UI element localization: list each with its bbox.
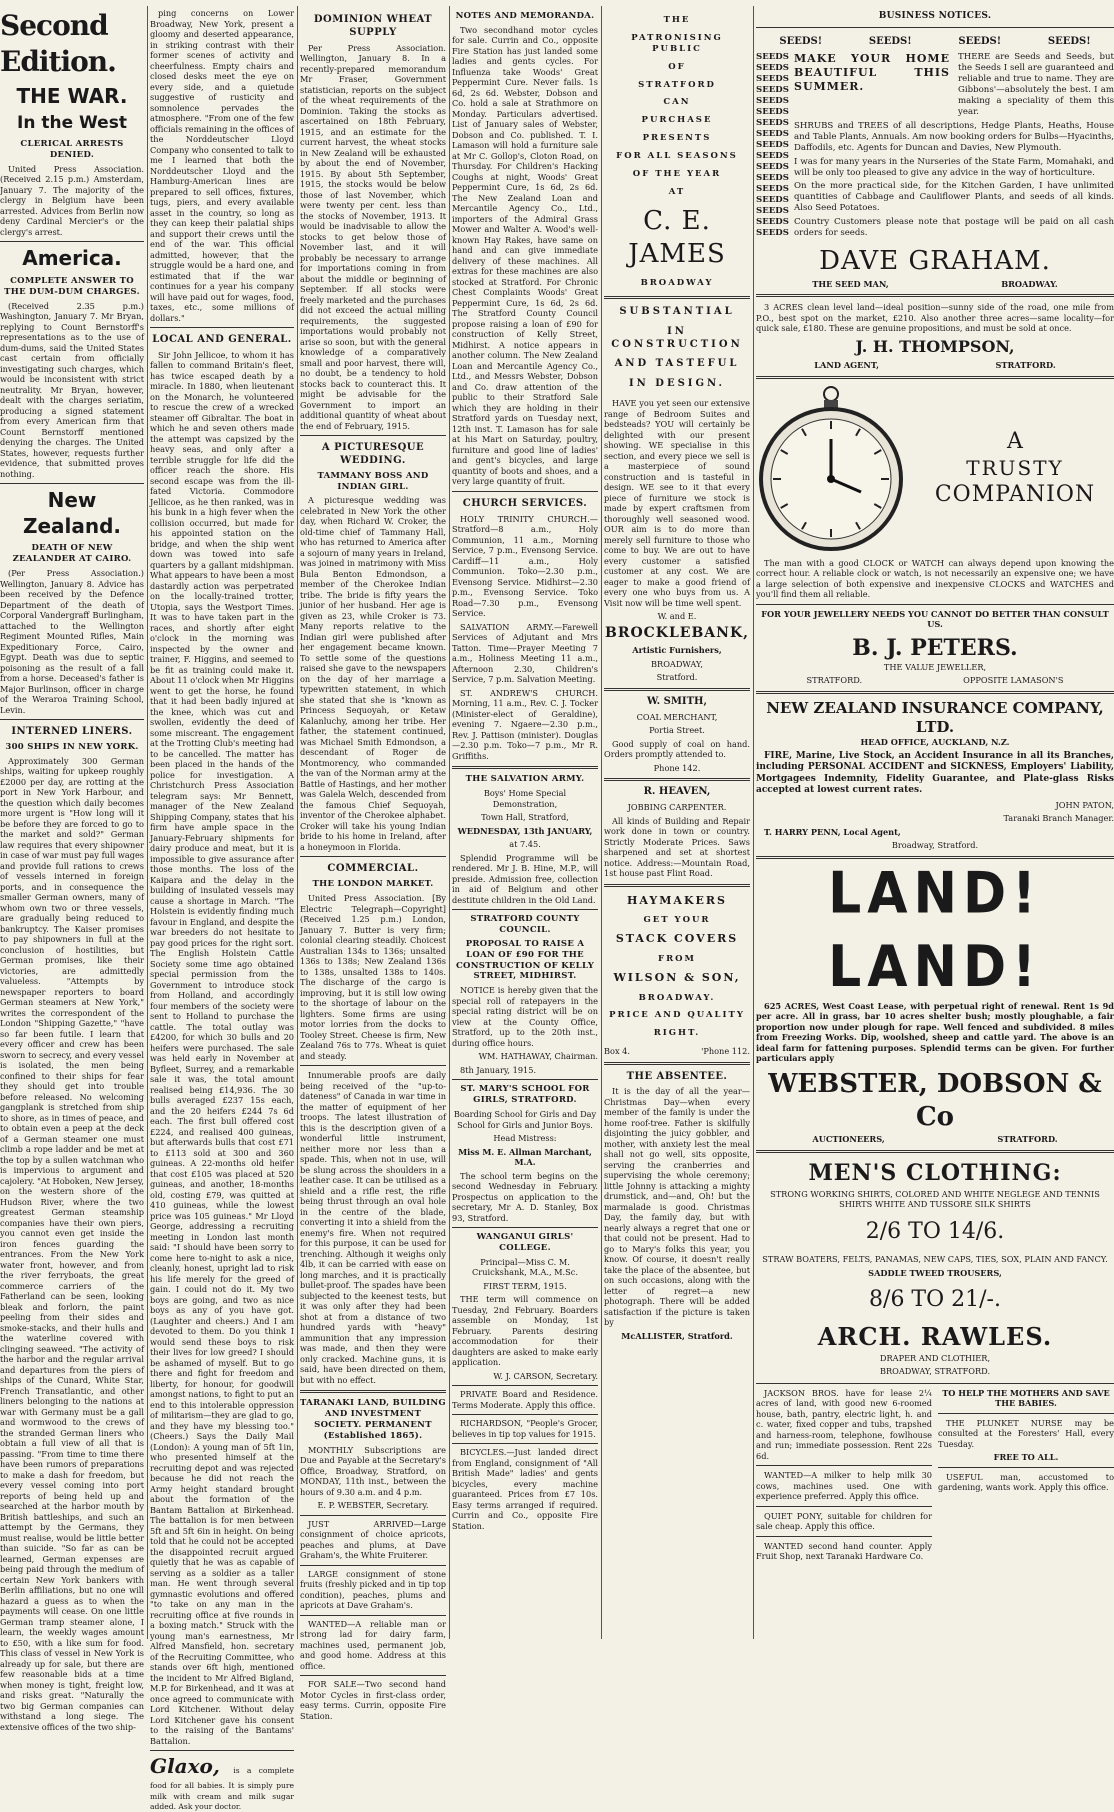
arch-trade: DRAPER AND CLOTHIER, xyxy=(879,1352,991,1363)
nz-subheadline: DEATH OF NEW ZEALANDER AT CAIRO. xyxy=(12,543,132,565)
peters-tag: FOR YOUR JEWELLERY NEEDS YOU CANNOT DO BETTER THAN CONSULT US. xyxy=(761,608,1109,630)
wedding-body: A picturesque wedding was celebrated in New York the other day, when Richard W. Croker, the old-time chief of Tammany Hall, who has returned to America after a sojourn of many years in Ireland, was joined in matrimony with Miss Bula Benton Edmondson, a member of the Cherokee Indian tribe. The bride is fifty years the junior of her husband. Her age is given as 23, while Croker is 73. Many reports relative to the Indian girl were published after her engagement became known. To settle some of the questions raised she gave to the newspapers on the day of her marriage a typewritten statement, in which she stated that she is "known as Princess Sequoyah, or Ketaw Kalanluchy, among her tribe. Her father, the statement continued, was Michael Smith Edmondson, a descendant of Roger de Montmorency, who commanded the van of the Norman army at the Battle of Hastings, and her mother was Galela Welch, descended from the famous Chief Sequoyah, inventor of the Cherokee alphabet. Croker will take his young Indian bride to his home in Ireland, after a honeymoon in Florida. xyxy=(300,495,446,852)
james-ad-line: AT xyxy=(668,186,686,197)
glaxo-text: is a complete food for all babies. It is simply pure milk with cream and milk sugar added. Ask your doctor. xyxy=(150,1766,294,1812)
nzi-name: NEW ZEALAND INSURANCE COMPANY, LTD. xyxy=(766,698,1104,736)
seeds-text: THERE are Seeds and Seeds, but the Seeds I sell are guaranteed and reliable and true to name. They are Gibbons'—absolutely the best. I am making a speciality of them this year. xyxy=(958,52,1114,118)
seeds-word: SEEDS xyxy=(756,162,789,173)
arch-name: ARCH. RAWLES. xyxy=(817,1322,1053,1352)
stmary-body2: The school term begins on the second Wednesday in February. Prospectus on application to the secretary, Mr A. D. Stanley, Box 93, Stratford. xyxy=(452,1170,598,1223)
james-ad-line: OF THE YEAR xyxy=(632,168,722,179)
classified-ad: BICYCLES.—Just landed direct from England, consignment of "All British Made" ladies' and gents bicycles, every machine guaranteed. Prices from £7 10s. Easy terms arranged if required. Currin and Co., opposite Fire Station. xyxy=(452,1447,598,1531)
wdc-name: WEBSTER, DOBSON & Co xyxy=(768,1068,1102,1132)
seeds-word: SEEDS xyxy=(756,107,789,118)
smith-addr: Portia Street. xyxy=(649,725,705,736)
james-name: C. E. JAMES xyxy=(628,205,726,269)
seeds-word: SEEDS xyxy=(756,85,789,96)
edition-title: Second Edition. xyxy=(0,9,116,78)
bk-headline: IN DESIGN. xyxy=(628,378,725,390)
seeds-slogan: MAKE YOUR HOME BEAUTIFUL THIS SUMMER. xyxy=(794,52,950,94)
mens-headline: MEN'S CLOTHING: xyxy=(808,1159,1062,1186)
column-4 xyxy=(452,8,598,1639)
dave-name: DAVE GRAHAM. xyxy=(819,246,1051,277)
thompson-name: J. H. THOMPSON, xyxy=(855,336,1015,356)
watch-body: The man with a good CLOCK or WATCH can always depend upon knowing the correct hour. A reliable clock or watch, is not necessarily an expensive one; we have a large selection of both expensive and inexpensive CLOCKS and WATCHES and you'll find them all reliable. xyxy=(756,557,1114,600)
seeds-word: SEEDS xyxy=(756,129,789,140)
smith-name: W. SMITH, xyxy=(647,695,707,707)
seeds-word: SEEDS xyxy=(756,140,789,151)
dave-trade: THE SEED MAN, xyxy=(812,278,889,289)
seeds-heading: SEEDS! xyxy=(868,35,912,47)
peters-town: STRATFORD. xyxy=(806,675,863,686)
seeds-word: SEEDS xyxy=(756,184,789,195)
liners-subheadline: 300 SHIPS IN NEW YORK. xyxy=(5,741,139,752)
classified-ad: QUIET PONY, suitable for children for sale cheap. Apply this office. xyxy=(756,1510,932,1532)
seeds-text: SHRUBS and TREES of all descriptions, Hedge Plants, Heaths, House and Table Plants, Annuals. Am now booking orders for Bulbs—Hyacinths, Daffodils, etc. Agents for Duncan and Davies, New Plymouth. xyxy=(794,120,1114,153)
seeds-word: SEEDS xyxy=(756,74,789,85)
nz-headline: New Zealand. xyxy=(22,488,122,538)
clerical-body: United Press Association. (Received 2.15 p.m.) Amsterdam, January 7. The majority of the clergy in Belgium have been arrested. Advices from Berlin now deny Cardinal Mercier's or the clergy's arrest. xyxy=(0,163,144,237)
loan-body: NOTICE is hereby given that the special roll of ratepayers in the special rating district will be on view at the County Office, Stratford, up to the 20th inst., during office hours. xyxy=(452,985,598,1048)
council-headline: STRATFORD COUNTY COUNCIL. xyxy=(470,914,580,935)
peters-trade: THE VALUE JEWELLER, xyxy=(883,661,987,672)
seeds-word: SEEDS xyxy=(756,217,789,228)
james-broadway: BROADWAY xyxy=(640,278,714,289)
seeds-list xyxy=(756,52,790,239)
classified-ad: WANTED second hand counter. Apply Fruit Shop, next Taranaki Hardware Co. xyxy=(756,1540,932,1562)
seeds-text: Country Customers please note that postage will be paid on all cash orders for seeds. xyxy=(794,216,1114,238)
sa-date: WEDNESDAY, 13th JANUARY, xyxy=(457,825,593,836)
thompson-trade: LAND AGENT, xyxy=(814,360,879,371)
classified-ad: LARGE consignment of stone fruits (freshly picked and in tip top condition), peaches, plums and apricots at Dave Graham's. xyxy=(300,1568,446,1611)
mothers-headline: TO HELP THE MOTHERS AND SAVE THE BABIES. xyxy=(942,1387,1110,1409)
wanganui-headline: WANGANUI GIRLS' COLLEGE. xyxy=(476,1232,574,1253)
dave-addr: BROADWAY. xyxy=(1001,278,1058,289)
hay-line: PRICE AND QUALITY xyxy=(609,1010,745,1021)
column-2 xyxy=(150,8,294,1812)
seeds-word: SEEDS xyxy=(756,63,789,74)
bk-headline: AND TASTEFUL xyxy=(614,358,740,370)
classified-ad: FOR SALE—Two second hand Motor Cycles in first-class order, easy terms. Currin, opposite Fire Station. xyxy=(300,1679,446,1721)
america-headline: America. xyxy=(22,246,122,271)
absentee-body: It is the day of all the year—Christmas Day—when every member of the family is under the home roof-tree. Father is skilfully disjointing the juicy gobbler, and mother, with anxiety lest the meal shall not go well, sits opposite, serving the cranberries and supervising the whole ceremony; little Johnny is attacking a mighty drumstick, and—and, Oh! but the marmalade is good. Christmas Day, the family day, but with nearly always a regret that one or that could not be present. Had to go to Mary's folks this year, you know. Of course, it doesn't really take the place of the absentee, but on such occasions, along with the letter of regret—a new photograph. There will be added satisfaction if the picture is taken by xyxy=(604,1086,750,1328)
taranaki-sign: E. P. WEBSTER, Secretary. xyxy=(317,1500,429,1511)
thompson-body: 3 ACRES clean level land—ideal position—sunny side of the road, one mile from P.O., best spot on the market, £210. Also another three acres—same locality—for quick sale, £180. These are genuine propositions, and must be sold at once. xyxy=(756,302,1114,334)
stmary-mistress-label: Head Mistress: xyxy=(493,1133,557,1144)
james-ad-line: FOR ALL SEASONS xyxy=(616,151,738,161)
smith-phone: Phone 142. xyxy=(653,762,701,773)
classified-ad: RICHARDSON, "People's Grocer, believes in tip top values for 1915. xyxy=(452,1418,598,1439)
sa-headline: THE SALVATION ARMY. xyxy=(465,774,585,785)
wedding-headline: A PICTURESQUE WEDDING. xyxy=(321,442,425,466)
notes-headline: NOTES AND MEMORANDA. xyxy=(455,11,595,21)
taranaki-body: MONTHLY Subscriptions are Due and Payable at the Secretary's Office, Broadway, Stratford, on MONDAY, 11th inst., between the hours of 9.30 a.m. and 4 p.m. xyxy=(300,1444,446,1497)
column-rule xyxy=(601,6,602,1639)
free-text: FREE TO ALL. xyxy=(993,1452,1059,1463)
sa-sub: Boys' Home Special Demonstration, xyxy=(483,788,567,809)
nzi-body: FIRE, Marine, Live Stock, an Accident Insurance in all its Branches, including PERSONAL ACCIDENT and SICKNESS, Employers' Liability, Mortgagees Indemnity, Fidelity Guarantee, and Plate-glass Risks accepted at lowest current rates. xyxy=(756,750,1114,796)
james-ad-line: PURCHASE xyxy=(641,115,713,126)
sa-body: Splendid Programme will be rendered. Mr J. B. Hine, M.P., will preside. Admission free, collection in aid of Belgium and other destitute children in the Old Land. xyxy=(452,852,598,905)
church-headline: CHURCH SERVICES. xyxy=(462,497,588,509)
seeds-word: SEEDS xyxy=(756,118,789,129)
column-rule xyxy=(753,6,754,1639)
peters-opp: OPPOSITE LAMASON'S xyxy=(963,675,1064,686)
taranaki-headline: TARANAKI LAND, BUILDING AND INVESTMENT SOCIETY. PERMANENT (Established 1865). xyxy=(300,1398,446,1441)
wedding-subheadline: TAMMANY BOSS AND INDIAN GIRL. xyxy=(317,470,429,492)
seeds-word: SEEDS xyxy=(756,173,789,184)
james-ad-line: PATRONISING PUBLIC xyxy=(631,32,723,54)
absentee-sign: McALLISTER, Stratford. xyxy=(621,1330,733,1341)
bk-trade: Artistic Furnishers, xyxy=(632,645,722,656)
james-ad-line: OF xyxy=(668,61,686,72)
seeds-word: SEEDS xyxy=(756,228,789,239)
classified-ad: USEFUL man, accustomed to gardening, wants work. Apply this office. xyxy=(938,1471,1114,1493)
market-headline: THE LONDON MARKET. xyxy=(312,879,434,890)
glaxo-logo: Glaxo, xyxy=(150,1754,220,1779)
sa-time: at 7.45. xyxy=(509,839,541,850)
arch-addr: BROADWAY, STRATFORD. xyxy=(879,1366,991,1377)
wdc-town: STRATFORD. xyxy=(997,1134,1058,1145)
market-body: United Press Association. [By Electric Telegraph—Copyright] (Received 1.25 p.m.) London, January 7. Butter is very firm; colonial clearing steadily. Choicest Australian 134s to 136s; unsalted 136s to 138s; New Zealand 136s to 138s, unsalted 138s to 140s. The discharge of the cargo is improving, but it is still low owing to the shortage of labour on the lighters. Some firms are using motor lorries from the docks to Tooley Street. Cheese is firm, New Zealand 76s to 77s. Wheat is quiet and steady. xyxy=(300,893,446,1061)
heaven-body: All kinds of Building and Repair work done in town or country. Strictly Moderate Prices. Saws sharpened and set at shortest notice. Address:—Mountain Road, 1st house past Flint Road. xyxy=(604,815,750,879)
column-rule xyxy=(297,6,298,1639)
wheat-body: Per Press Association. Wellington, January 8. In a recently-prepared memorandum Mr Fraser, Government statistician, reports on the subject of the wheat requirements of the Dominion. Taking the stocks as ascertained on 18th February, 1915, and an estimate for the current harvest, the wheat stocks in New Zealand will be exhausted by about the end of November, 1915. By about 5th September, 1915, the stocks would be below those of last November, which were twenty per cent. less than the stocks of November, 1913. It would be inadvisable to allow the stocks to get below those of November last, and it will probably be necessary to arrange for importations coming in from about the middle or beginning of September. If all stocks were freely marketed and the purchases did not exceed the actual milling requirements, the suggested importations would probably not arise so soon, but with the general knowledge of a comparatively small and poor harvest, there will, no doubt, be a tendency to hold stocks back to counteract this. It might be advisable for the Government to import an additional quantity of wheat about the end of February, 1915. xyxy=(300,42,446,431)
hay-line: WILSON & SON, xyxy=(613,971,741,985)
james-ad-line: PRESENTS xyxy=(642,133,712,144)
hay-line: GET YOUR xyxy=(643,914,711,925)
commercial-headline: COMMERCIAL. xyxy=(327,863,419,875)
stmary-body: Boarding School for Girls and Day School for Girls and Junior Boys. xyxy=(453,1109,597,1130)
wanganui-body: THE term will commence on Tuesday, 2nd February. Boarders assemble on Monday, 1st February. Parents desiring accommodation for their daughters are asked to make early application. xyxy=(452,1294,598,1368)
seeds-word: SEEDS xyxy=(756,52,789,63)
bk-addr: BROADWAY, xyxy=(651,658,703,669)
bk-town: Stratford. xyxy=(656,672,698,683)
wanganui-sign: W. J. CARSON, Secretary. xyxy=(493,1370,598,1381)
local-body: Sir John Jellicoe, to whom it has fallen to command Britain's fleet, has twice escaped death by a miracle. In 1880, when lieutenant on the Monarch, he volunteered to rescue the crew of a wrecked steamer off Gibraltar. The boat in which he and seven others made the attempt was capsized by the heavy seas, and only after a terrible struggle for life did the officer reach the shore. His second escape was from the ill-fated Victoria. Commodore Jellicoe, as he then ranked, was in his bunk in a high fever when the collision occurred, but made for his appointed station on the bridge, and when the ship went down was towed into safe quarters by a gallant midshipman. What appears to have been a most dastardly action was perpetrated on the locally-trained trotter, Utopia, says the Westport Times. It was to have taken part in the races, and shortly after eight o'clock in the morning was inspected by the owner and trainer, F. Higgins, and seemed to be fit as training could make it. About 11 o'clock when Mr Higgins went to get the horse, he found that it had been badly injured at the knee, which was cut and swollen, evidently the deed of some miscreant. The engagement at the Trotting Club's meeting had to be cancelled. The matter has been placed in the hands of the police for investigation. A Christchurch Press Association telegram says: Mr Bennett, manager of the New Zealand Shipping Company, states that his firm have ample space in the January-February shipments for dairy produce and meat, but it is impossible to give assurance after those months. The loss of the Kaipara and the delay in the building of insulated vessels may cause a shortage in March. "The Holstein is evidently finding much favour in England, and despite the war breeders do not hesitate to pay good prices for the right sort. The English Holstein Cattle Society some time ago obtained special permission from the Government to introduce stock from Holland, and accordingly four members of the society were sent to Holland to purchase the cattle. The total outlay was £4200, for which 30 bulls and 20 heifers were purchased. The sale was held early in November at Byfleet, Surrey, and a remarkable sale it was, the total amount realised being £14,936. The 30 bulls averaged £237 15s each, and the 20 heifers £244 7s 6d each. The first bull offered cost £224, and realised 400 guineas, but afterwards bulls that cost £71 to £113 sold at 300 and 360 guineas. A 22-months old heifer that cost £105 was placed at 520 guineas, and another, 18-months old, costing £79, was quitted at 410 guineas, while the lowest price was 105 guineas." Mr Lloyd George, addressing a recruiting meeting in London last month said: "I should have been sorry to come here to-night to ask a nice, cleanly, honest, upright lad to risk his life merely for the greed of gain. I could not do it. My two boys are going, and two as nice boys as any of you have got. (Laughter and cheers.) And I am devoted to them. Do you think I would send these boys to risk their lives for low greed? I should be ashamed of myself. But to go there and fight for freedom and liberty, for honour, for goodwill amongst nations, to fight to put an end to this intolerable oppression of militarism—they are glad to go, and they have my blessing too." (Cheers.) Says the Daily Mail (London): A young man of 5ft 1in, who presented himself at the recruiting depot and was rejected because he did not reach the Army height standard brought about the formation of the Bantam Battalion at Birkenhead. The battalion is for men between 5ft and 5ft 6in in height. On being told that he could not be accepted the disappointed recruit argued quietly that he was as capable of serving as a soldier as a taller man. He went through several gymnastic evolutions and offered "to take on any man in the recruiting office at five rounds in a boxing match." Struck with the young man's earnestness, Mr Alfred Mansfield, hon. secretary of the Recruiting Committee, who stands over 6ft high, mentioned the incident to Mr Alfred Bigland, M.P. for Birkenhead, and it was at once agreed to communicate with Lord Kitchener. Without delay Lord Kitchener gave his consent to the raising of the Bantams' Battalion. xyxy=(150,349,294,1746)
nzi-sign: Taranaki Branch Manager. xyxy=(1003,813,1114,824)
wheat-headline: DOMINION WHEAT SUPPLY xyxy=(313,14,433,38)
hay-line: FROM xyxy=(658,953,696,964)
hay-box: Box 4. xyxy=(604,1046,630,1057)
local-headline: LOCAL AND GENERAL. xyxy=(152,334,292,345)
classified-ad: JUST ARRIVED—Large consignment of choice apricots, peaches and plums, at Dave Graham's, the White Fruiterer. xyxy=(300,1518,446,1561)
classified-ad: WANTED—A reliable man or strong lad for dairy farm, machines used, permanent job, and good home. Address at this office. xyxy=(300,1618,446,1671)
hay-phone: 'Phone 112. xyxy=(701,1046,750,1057)
seeds-text: On the more practical side, for the Kitchen Garden, I have unlimited quantities of Cabbage and Cauliflower Plants, and seeds of all kinds. Also Seed Potatoes. xyxy=(794,181,1114,214)
column-3 xyxy=(300,8,446,1721)
james-ad-line: THE xyxy=(663,15,691,25)
seeds-heading: SEEDS! xyxy=(779,35,823,47)
bk-headline: SUBSTANTIAL xyxy=(619,306,735,318)
wanganui-term: FIRST TERM, 1915. xyxy=(483,1280,567,1291)
seeds-word: SEEDS xyxy=(756,96,789,107)
column-rule xyxy=(449,6,450,1639)
church-trinity: HOLY TRINITY CHURCH.—Stratford—8 a.m., Holy Communion, 11 a.m., Morning Service, 7 p.m., Evensong Service. Cardiff—11 a.m., Holy Communion. Toko—2.30 p.m., Evensong Service. Midhirst—2.30 p.m., Evensong Service. Toko Road—7.30 p.m., Evensong Service. xyxy=(452,513,598,619)
america-body: (Received 2.35 p.m.) Washington, January 7. Mr Bryan, replying to Count Bernstorff's representations as to the use of dum-dums, said the United States cast certain from officially investigating such charges, which would be inconsistent with strict neutrality. Mr Bryan, however, dealt with the charges seriatim, producing a signed statement from every American firm that Count Bernstorff mentioned denying the charges. The United States, however, requests further evidence, that submitted proves nothing. xyxy=(0,300,144,479)
hay-line: RIGHT. xyxy=(653,1028,701,1039)
trusty-a: A xyxy=(1007,428,1023,454)
seeds-word: SEEDS xyxy=(756,151,789,162)
nz-body: (Per Press Association.) Wellington, January 8. Advice has been received by the Defence Department of the death of Corporal Vandergraff Burlingham, attached to the Wellington Regiment Mounted Rifles, Main Expeditionary Force, Cairo, Egypt. Death was due to septic poisoning as the result of a fall from a horse. Deceased's father is Major Burlinson, officer in charge of the Weraroa Training School, Levin. xyxy=(0,568,144,715)
price-line: 8/6 TO 21/-. xyxy=(869,1287,1001,1313)
mens-trousers: SADDLE TWEED TROUSERS, xyxy=(868,1267,1002,1278)
bk-body: HAVE you yet seen our extensive range of Bedroom Suites and bedsteads? YOU will certainly be delighted with our present showing. WE specialise in this section, and every piece we sell is a masterpiece of sound construction and is tasteful in design. WE see to it that every piece of furniture we stock is made by expert craftsmen from thoroughly well seasoned wood. OUR aim is to do more than merely sell furniture to those who come to buy. We are out to have every customer a satisfied customer at any cost. We are eager to make a good friend of every one who buys from us. A Visit now will be time well spent. xyxy=(604,398,750,608)
pocket-watch-icon xyxy=(756,384,906,554)
classified-ad: PRIVATE Board and Residence. Terms Moderate. Apply this office. xyxy=(452,1389,598,1410)
bk-name: W. and E. xyxy=(657,611,697,622)
column-5 xyxy=(604,8,750,1639)
bk-name: BROCKLEBANK, xyxy=(604,624,750,641)
spade-body: Innumerable proofs are daily being received of the "up-to-dateness" of Canada in war time in the matter of equipment of her troops. The latest illustration of this is the description given of a wonderful little instrument, neither more nor less than a spade. This, when not in use, will be slung across the shoulders in a leather case. It can be utilised as a shield and a rifle rest, the rifle being thrust through an oval hole in the centre of the blade, converting it into a shield from the enemy's fire. When not required for this purpose, it can be used for trenching. Although it weighs only 4lb, it can be carried with ease on long marches, and it is practically bullet-proof. The spades have been subjected to the keenest tests, but it was only after they had been shot at from a distance of two hundred yards with "heavy" ammunition that any impression was made, and then they were only cracked. Machine guns, it is said, have been directed on them, but with no effect. xyxy=(300,1070,446,1385)
james-ad-line: CAN xyxy=(663,97,691,108)
thompson-town: STRATFORD. xyxy=(995,360,1056,371)
clerical-headline: CLERICAL ARRESTS DENIED. xyxy=(20,139,124,160)
nzi-agent: T. HARRY PENN, Local Agent, xyxy=(764,826,901,837)
loan-sign: WM. HATHAWAY, Chairman. xyxy=(478,1051,598,1062)
church-salvation: SALVATION ARMY.—Farewell Services of Adjutant and Mrs Tatton. Time—Prayer Meeting 7 a.m., Holiness Meeting 11 a.m., Afternoon 2.30, Children's Service, 7 p.m. Salvation Meeting. xyxy=(452,621,598,685)
sa-place: Town Hall, Stratford, xyxy=(481,812,569,823)
trusty-c: COMPANION xyxy=(934,482,1096,508)
notices-headline: BUSINESS NOTICES. xyxy=(878,11,992,21)
wanganui-principal: Principal—Miss C. M. Cruickshank, M.A., M.Sc. xyxy=(472,1256,578,1278)
seeds-text: I was for many years in the Nurseries of the State Farm, Momahaki, and will be only too pleased to give any advice in the way of horticulture. xyxy=(794,156,1114,178)
stmary-headline: ST. MARY'S SCHOOL FOR GIRLS, STRATFORD. xyxy=(460,1084,590,1106)
war-headline: THE WAR. xyxy=(16,83,128,108)
notes-body: Two secondhand motor cycles for sale. Currin and Co., opposite Fire Station has just landed some ladies and gents cycles. For Influenza take Woods' Great Peppermint Cure. Never fails. 1s 6d, 2s 6d. Webster, Dobson and Co. hold a sale at Strathmore on Monday. Particulars advertised. List of January sales of Webster, Dobson and Co. published. T. I. Lamason will hold a furniture sale at Mr C. Gollop's, Cloton Road, on Thursday. For Children's Hacking Coughs at night, Woods' Great Peppermint Cure, 1s 6d, 2s 6d. The New Zealand Loan and Mercantile Agency Co., Ltd., importers of the Admiral Grass Mower and Walter A. Wood's well-known Hay Rakes, have same on hand and can give immediate delivery of these machines. All extras for these machines are also stocked at Stratford. For Chronic Chest Complaints Woods' Great Peppermint Cure, 1s 6d, 2s 6d. The Stratford County Council propose raising a loan of £90 for construction of Kelly Street, Midhirst. A notice appears in another column. The New Zealand Loan and Mercantile Agency Co., Ltd., and Messrs Webster, Dobson and Co. draw attention of the public to their Stratford Sale which they are holding in their Stratford yards on Tuesday next, 12th inst. T. Lamason has for sale at his Mart on Saturday, poultry, furniture and good line of ladies' and gent's bicycles, and large quantity of boots and shoes, and a very large quantity of fruit. xyxy=(452,24,598,487)
stmary-mistress: Miss M. E. Allman Marchant, M.A. xyxy=(458,1146,592,1168)
america-subheadline: COMPLETE ANSWER TO THE DUM-DUM CHARGES. xyxy=(4,275,140,297)
classified-ad: WANTED—A milker to help milk 30 cows, machines used. One with experience preferred. Apply this office. xyxy=(756,1470,932,1502)
war-subheadline: In the West xyxy=(17,113,127,134)
column-1 xyxy=(0,8,144,1732)
plunket-text: THE PLUNKET NURSE may be consulted at the Foresters' Hall, every Tuesday. xyxy=(938,1417,1114,1449)
hay-line: STACK COVERS xyxy=(615,932,739,946)
land-body: 625 ACRES, West Coast Lease, with perpetual right of renewal. Rent 1s 9d per acre. All in grass, bar 10 acres shelter bush; mostly ploughable, a fair proportion now under plough for rape. Well fenced and subdivided. 8 miles from Freezing Works. Dip, woolshed, sheep and cattle yard. The above is an ideal farm for fattening purposes. Splendid terms can be given. For further particulars apply xyxy=(756,1000,1114,1064)
nzi-office: HEAD OFFICE, AUCKLAND, N.Z. xyxy=(860,737,1010,748)
liners-body: Approximately 300 German ships, waiting for upkeep roughly £2000 per day, are rotting at the port in New York Harbour, and the question which daily becomes more urgent is "How long will it be before they are forced to go to the market and sold?" German law requires that every shipowner in case of war must pay full wages and provide full rations to crews of vessels interned in foreign ports, and in consequence the smaller German owners, many of whom own two or three vessels, are gradually being reduced to bankruptcy. The Kaiser promises to pay shipowners in full at the conclusion of hostilities, but German promises, like their victories, are admittedly valueless. "Attempts by newspaper reporters to board German steamers at New York," writes the correspondent of the London "Shipping Gazette," "have so far been futile. I learn that every officer and crew has been sworn to secrecy, and every vessel is isolated, the men being confined to their ships for fear they should get into trouble before released. No welcoming gangplank is stretched from ship to shore, as in times of peace, and to obtain even a peep at the deck of a German steamer one must climb a rope ladder and be met at the top by a sullen watchman who is impervious to argument and cajolery. "At Hoboken, New Jersey, on the western shore of the Hudson River, where the two greatest German steamship companies have their own piers, you cannot even get inside the iron fences guarding the entrances. From the New York water front, however, and from the river ferryboats, the great commerce carriers of the Fatherland can be seen, looking bleak and forlorn, the paint peeling from their sides and smoke-stacks, and their hulls and the waterline covered with clinging seaweed. "The activity of the harbor and the regular arrival and departures from the piers of ships of the Cunard, White Star, French Transatlantic, and other liners belonging to the nations at war with Germany must be a gall and wormwood to the crews of the stranded German liners who obtain a full view of all that is passing. "From time to time there have been rumors of preparations to make a dash for freedom, but every vessel coming into port reports of being held up and searched at the harbor mouth by British battleships, and such an attempt by the Germans, they must realise, would be little better than suicide. "So far as can be learned, German expenses are being paid through the medium of certain New York bankers with Berlin affiliations, but no one will hazard a guess as to when the payments will cease. On one little German tramp steamer alone, I learn, the weekly wages amount to £50, with a like sum for food. This class of vessel in New York is already up for sale, but there are few reasonable bids at a time when money is tight, freight low, and risks great. "Naturally the two big German companies can withstand a long siege. The extensive offices of the two ship- xyxy=(0,755,144,1732)
seeds-heading: SEEDS! xyxy=(1047,35,1091,47)
trusty-t: TRUSTY xyxy=(966,455,1064,480)
heaven-trade: JOBBING CARPENTER. xyxy=(627,802,727,813)
absentee-headline: THE ABSENTEE. xyxy=(626,1070,728,1082)
price-line: 2/6 TO 14/6. xyxy=(865,1218,1005,1244)
seeds-word: SEEDS xyxy=(756,195,789,206)
land-headline: LAND! LAND! xyxy=(828,860,1042,1000)
church-standrews: ST. ANDREW'S CHURCH. Morning, 11 a.m., Rev. C. J. Tocker (Minister-elect of Geraldine), evening 7. Ngaere—2.30 p.m., Rev. J. Pattison (minister). Douglas—2.30 p.m. Toko—7 p.m., Mr R. Griffiths. xyxy=(452,687,598,761)
loan-date: 8th January, 1915. xyxy=(460,1064,537,1075)
smith-body: Good supply of coal on hand. Orders promptly attended to. xyxy=(604,738,750,760)
seeds-headings xyxy=(756,36,1114,49)
column-rule xyxy=(147,6,148,1639)
nzi-agent-addr: Broadway, Stratford. xyxy=(891,840,979,851)
james-ad-line: STRATFORD xyxy=(638,79,716,90)
hay-line: HAYMAKERS xyxy=(627,893,727,907)
bk-headline: IN CONSTRUCTION xyxy=(611,325,743,350)
classified-ad: JACKSON BROS. have for lease 2¼ acres of land, with good new 6-roomed house, bath, pantry, electric light, h. and c. water, fixed copper and tubs, trapshed and harness-room, telephone, fowlhouse and run; immediate possession. Rent 22s 6d. xyxy=(756,1387,932,1461)
liners-headline: INTERNED LINERS. xyxy=(11,726,133,738)
hay-line: BROADWAY. xyxy=(638,992,716,1003)
heaven-name: R. HEAVEN, xyxy=(643,786,711,798)
mens-body2: STRAW BOATERS, FELTS, PANAMAS, NEW CAPS, TIES, SOX, PLAIN AND FANCY. xyxy=(762,1254,1108,1265)
mens-body: STRONG WORKING SHIRTS, COLORED AND WHITE NEGLEGE AND TENNIS SHIRTS WHITE AND TUSSORE SILK SHIRTS xyxy=(770,1188,1100,1210)
peters-name: B. J. PETERS. xyxy=(852,634,1018,661)
seeds-word: SEEDS xyxy=(756,206,789,217)
loan-headline: PROPOSAL TO RAISE A LOAN OF £90 FOR THE CONSTRUCTION OF KELLY STREET, MIDHIRST. xyxy=(455,938,595,982)
nzi-sign: JOHN PATON, xyxy=(1055,799,1114,810)
wdc-trade: AUCTIONEERS, xyxy=(812,1134,885,1145)
column-6 xyxy=(756,8,1114,1639)
liners-body-continued: ping concerns on Lower Broadway, New York, present a gloomy and deserted appearance, in striking contrast with their former scenes of activity and cheerfulness. Empty chairs and closed desks meet the eye on every side, and a quietude suggestive of rusticity and somnolence pervades the atmosphere. "From one of the few officials remaining in the offices of the Norddeutscher Lloyd Company who consented to talk to me I learned that both the Norddeutscher Lloyd and the Hamburg-American lines are prepared to sell offices, fixtures, tugs, piers, and every available asset in the country, so long as they can keep their palatial ships and support their crews until the end of the war. This official admitted, however, that the struggle would be a hard one, and estimated that if the war continues for a year his company will have paid out for wages, food, taxes, etc., some millions of dollars." xyxy=(150,8,294,323)
seeds-heading: SEEDS! xyxy=(958,35,1002,47)
smith-trade: COAL MERCHANT, xyxy=(636,711,718,722)
